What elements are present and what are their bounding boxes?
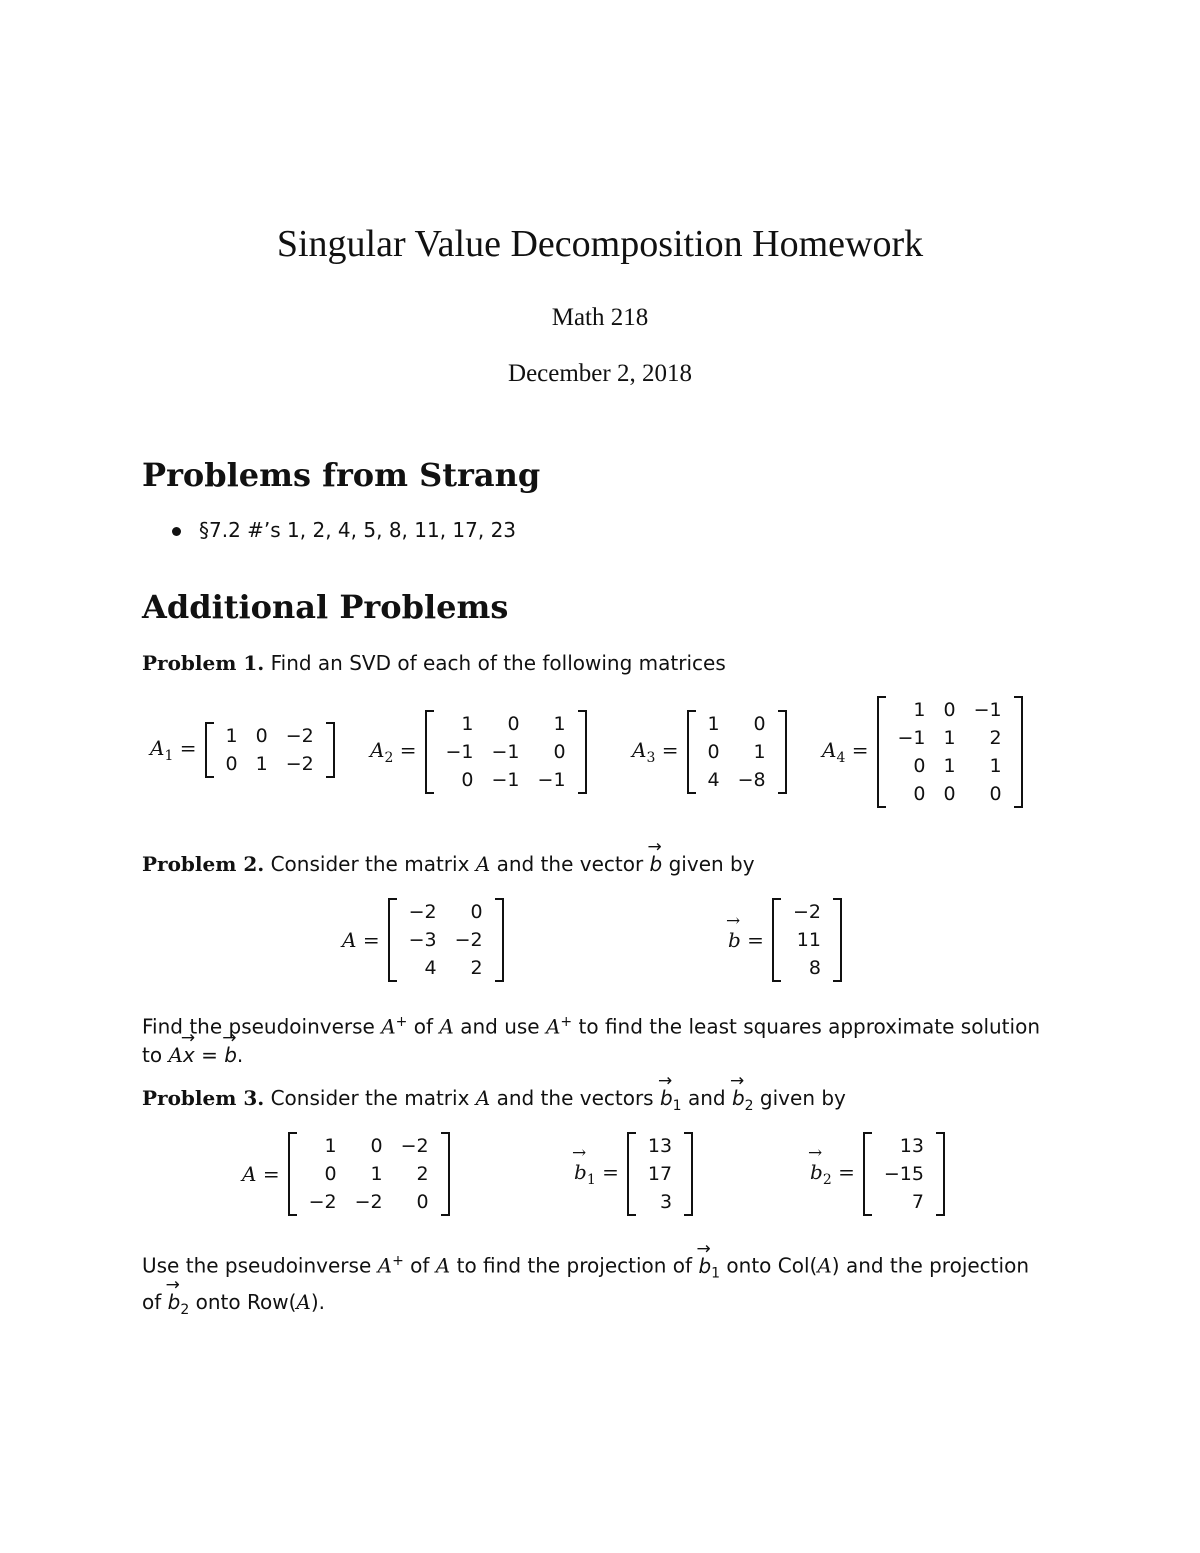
matrix-a-p2-label: A = <box>342 928 380 952</box>
vector-b-p2-label: → b = <box>728 928 764 952</box>
vector-b-symbol: → b <box>650 850 663 878</box>
problem-2-statement: Problem 2. Consider the matrix A and the vector → b given by <box>142 850 1072 878</box>
problem-3-instructions: Use the pseudoinverse A+ of A to find the projection of → $b_1$ onto Col(A) and the projection of → $b_2$ onto Row(A). <box>142 1247 1072 1324</box>
section-heading-additional: Additional Problems <box>142 588 509 626</box>
vector-b2-p3-equation <box>810 1132 945 1216</box>
problem-1-statement <box>142 649 1072 677</box>
problem-1-label: Problem 1. <box>142 651 265 675</box>
problem-2-instructions: Find the pseudoinverse A+ of A and use A+ to find the least squares approximate solution to A→ x = → b. <box>142 1008 1072 1069</box>
matrix-a4-label: $A_4$ = <box>822 738 869 766</box>
matrix-a-p3: 1 0 −2 0 1 2 −2 −2 0 <box>288 1132 450 1216</box>
vector-b1-p3-label: → $b_1$ = <box>574 1160 619 1188</box>
document-title: Singular Value Decomposition Homework <box>276 223 924 265</box>
matrix-a2-equation <box>370 710 587 794</box>
matrix-a3: 1 0 0 1 4 −8 <box>687 710 787 794</box>
strang-problem-list <box>172 518 516 542</box>
matrix-a3-label: $A_3$ = <box>632 738 679 766</box>
matrix-a2-label: $A_2$ = <box>370 738 417 766</box>
vector-b1-p3: 13 17 3 <box>627 1132 693 1216</box>
problem-3-statement: Problem 3. Consider the matrix A and the vectors → $b_1$ and → $b_2$ given by <box>142 1084 1072 1120</box>
strang-problem-item: §7.2 #’s 1, 2, 4, 5, 8, 11, 17, 23 <box>199 518 517 542</box>
vector-b-p2-equation <box>728 898 842 982</box>
problem-2-label: Problem 2. <box>142 852 265 876</box>
vector-b-p2: −2 11 8 <box>772 898 842 982</box>
vector-b1-p3-equation <box>574 1132 693 1216</box>
matrix-a-p3-equation <box>242 1132 450 1216</box>
document-date: December 2, 2018 <box>508 360 692 387</box>
section-heading-strang: Problems from Strang <box>142 456 541 494</box>
vector-b2-p3-label: → $b_2$ = <box>810 1160 855 1188</box>
matrix-a-p2: −2 0 −3 −2 4 2 <box>388 898 504 982</box>
bullet-dot <box>172 527 181 536</box>
vector-b2-p3: 13 −15 7 <box>863 1132 945 1216</box>
matrix-a1: 1 0 −2 0 1 −2 <box>205 722 335 778</box>
matrix-a2: 1 0 1 −1 −1 0 0 −1 −1 <box>425 710 587 794</box>
problem-1-text: Find an SVD of each of the following matrices <box>270 651 726 675</box>
matrix-a1-equation <box>150 722 335 778</box>
matrix-a4-equation <box>822 696 1023 808</box>
matrix-a-p3-label: A = <box>242 1162 280 1186</box>
matrix-a1-label: $A_1$ = <box>150 736 197 764</box>
matrix-a4: 1 0 −1 −1 1 2 0 1 1 0 0 0 <box>877 696 1023 808</box>
matrix-a-p2-equation <box>342 898 504 982</box>
course-name: Math 218 <box>551 304 649 331</box>
matrix-a3-equation <box>632 710 787 794</box>
problem-3-label: Problem 3. <box>142 1086 265 1110</box>
